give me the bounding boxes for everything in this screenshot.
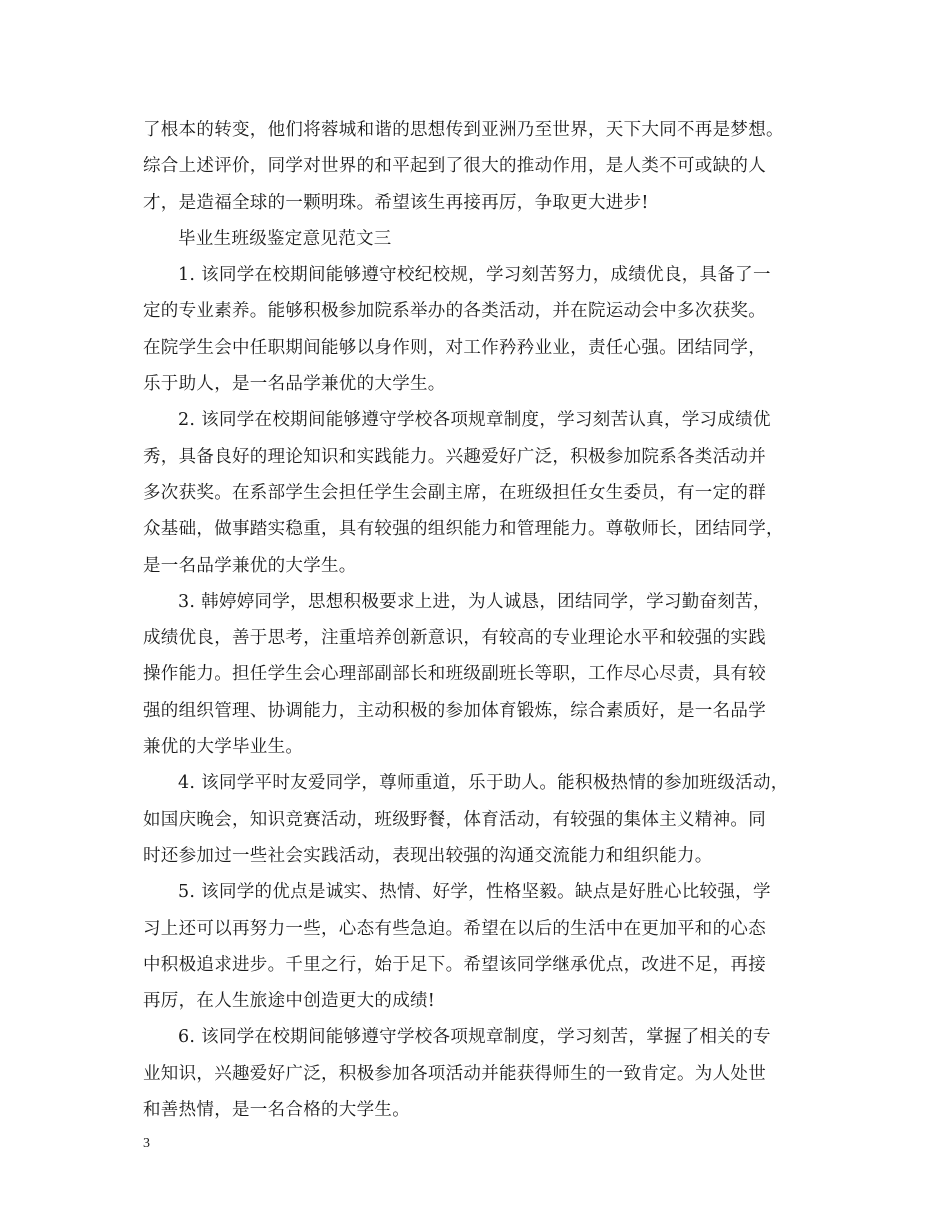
text-line: 再厉，在人生旅途中创造更大的成绩! xyxy=(143,991,436,1012)
document-body xyxy=(143,112,818,1128)
text-line: 众基础，做事踏实稳重，具有较强的组织能力和管理能力。尊敬师长，团结同学， xyxy=(143,519,784,540)
text-line: 操作能力。担任学生会心理部副部长和班级副班长等职，工作尽心尽责，具有较 xyxy=(143,664,766,685)
text-line: 6. 该同学在校期间能够遵守学校各项规章制度，学习刻苦，掌握了相关的专 xyxy=(178,1027,771,1048)
text-line: 秀，具备良好的理论知识和实践能力。兴趣爱好广泛，积极参加院系各类活动并 xyxy=(143,446,766,467)
text-line: 才，是造福全球的一颗明珠。希望该生再接再厉，争取更大进步! xyxy=(143,192,649,213)
text-line: 强的组织管理、协调能力，主动积极的参加体育锻炼，综合素质好，是一名品学 xyxy=(143,700,766,721)
text-line: 2. 该同学在校期间能够遵守学校各项规章制度，学习刻苦认真，学习成绩优 xyxy=(178,410,771,431)
text-line: 多次获奖。在系部学生会担任学生会副主席，在班级担任女生委员，有一定的群 xyxy=(143,482,766,503)
text-line: 在院学生会中任职期间能够以身作则，对工作矜矜业业，责任心强。团结同学， xyxy=(143,337,766,358)
text-line: 乐于助人，是一名品学兼优的大学生。 xyxy=(143,374,446,395)
text-line: 是一名品学兼优的大学生。 xyxy=(143,555,357,576)
text-line: 5. 该同学的优点是诚实、热情、好学，性格坚毅。缺点是好胜心比较强，学 xyxy=(178,882,771,903)
page-number: 3 xyxy=(143,1136,150,1151)
text-line: 和善热情，是一名合格的大学生。 xyxy=(143,1100,410,1121)
text-line: 综合上述评价，同学对世界的和平起到了很大的推动作用，是人类不可或缺的人 xyxy=(143,156,766,177)
text-line: 如国庆晚会，知识竞赛活动，班级野餐，体育活动，有较强的集体主义精神。同 xyxy=(143,809,766,830)
text-line: 业知识，兴趣爱好广泛，积极参加各项活动并能获得师生的一致肯定。为人处世 xyxy=(143,1063,766,1084)
text-line: 时还参加过一些社会实践活动，表现出较强的沟通交流能力和组织能力。 xyxy=(143,845,713,866)
text-line: 毕业生班级鉴定意见范文三 xyxy=(178,228,392,249)
text-line: 定的专业素养。能够积极参加院系举办的各类活动，并在院运动会中多次获奖。 xyxy=(143,301,766,322)
text-line: 3. 韩婷婷同学，思想积极要求上进，为人诚恳，团结同学，学习勤奋刻苦， xyxy=(178,591,771,612)
text-line: 成绩优良，善于思考，注重培养创新意识，有较高的专业理论水平和较强的实践 xyxy=(143,628,766,649)
text-line: 兼优的大学毕业生。 xyxy=(143,737,304,758)
text-line: 习上还可以再努力一些，心态有些急迫。希望在以后的生活中在更加平和的心态 xyxy=(143,918,766,939)
text-line: 中积极追求进步。千里之行，始于足下。希望该同学继承优点，改进不足，再接 xyxy=(143,954,766,975)
text-line: 1. 该同学在校期间能够遵守校纪校规，学习刻苦努力，成绩优良，具备了一 xyxy=(178,265,771,286)
text-line: 4. 该同学平时友爱同学，尊师重道，乐于助人。能积极热情的参加班级活动， xyxy=(178,773,789,794)
text-line: 了根本的转变，他们将蓉城和谐的思想传到亚洲乃至世界，天下大同不再是梦想。 xyxy=(143,120,784,140)
